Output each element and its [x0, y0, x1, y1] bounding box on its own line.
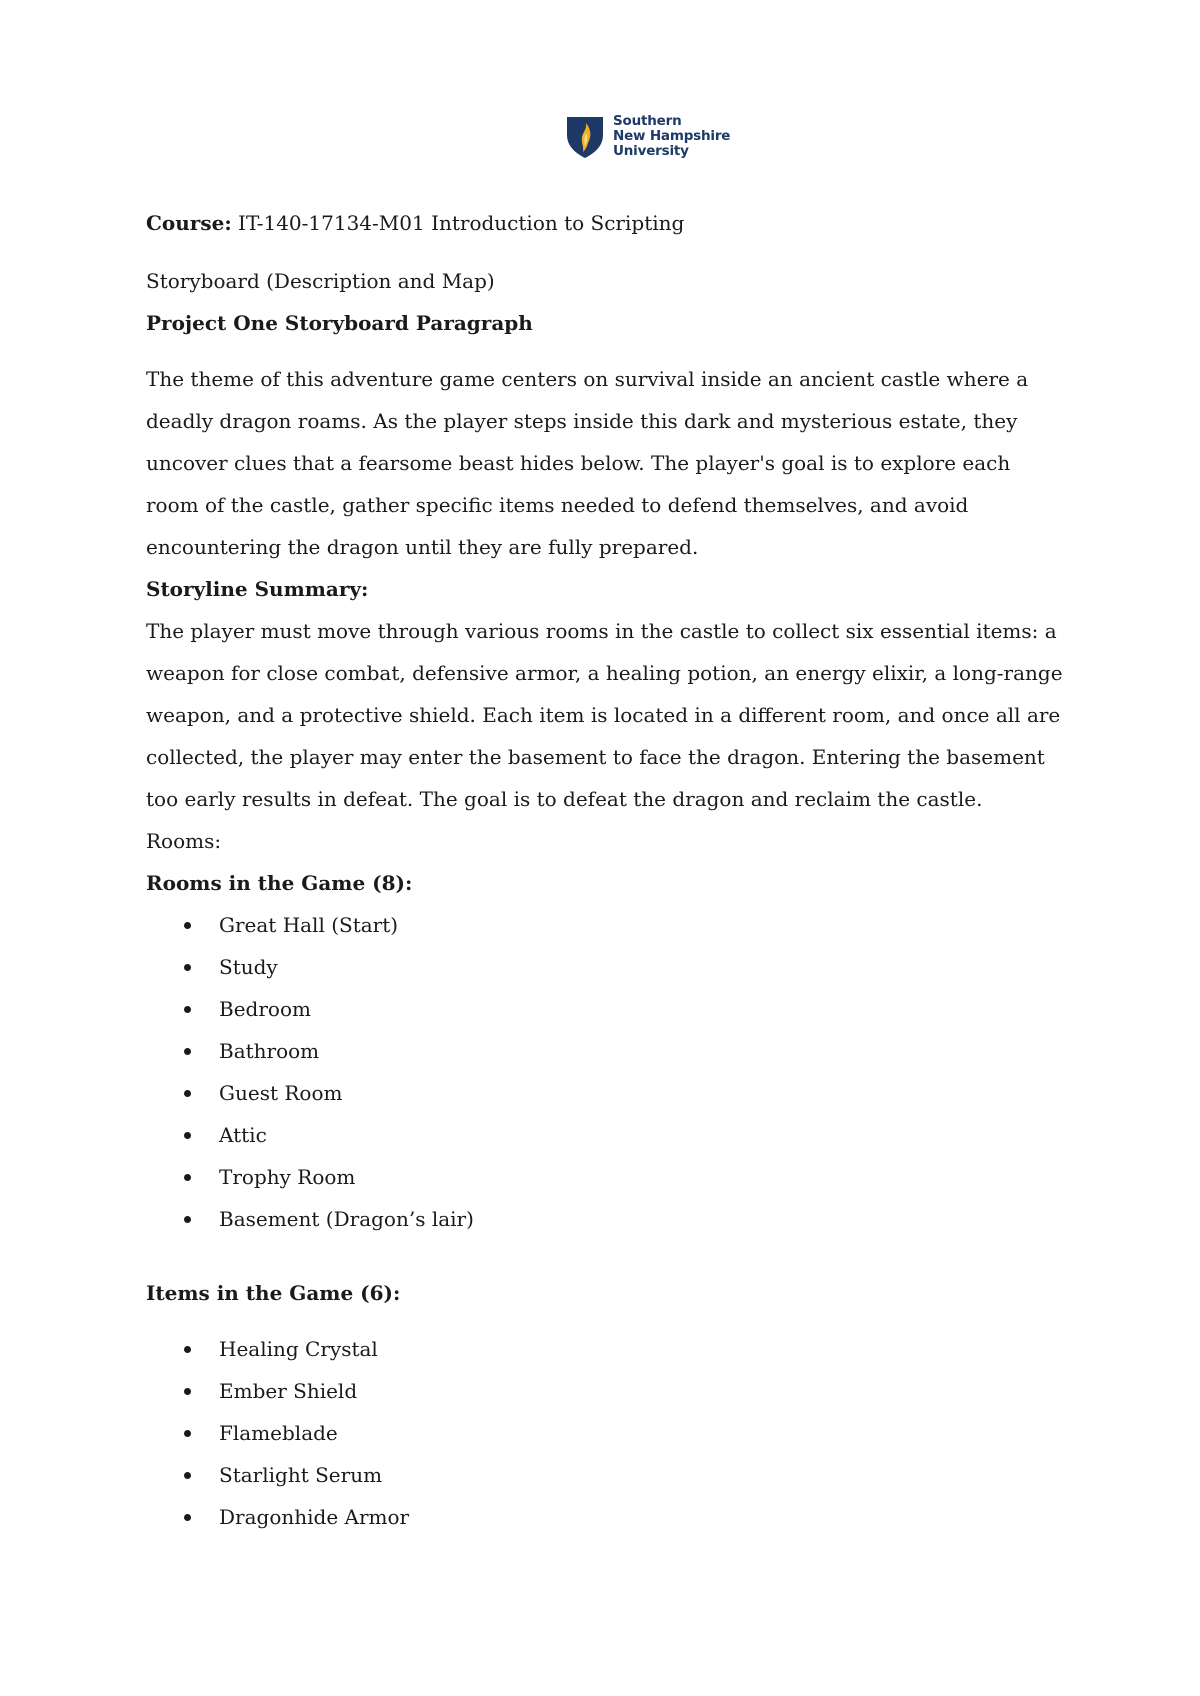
- document-subtitle: Storyboard (Description and Map): [146, 269, 495, 293]
- summary-paragraph: The player must move through various rooms in the castle to collect six essential items: a weapon for close combat, defensive armor, a healing potion, an energy elixir, a long-range weapon, and a protective shield. Each item is located in a different room, and once all are collected, the player may enter the basement to face the dragon. Entering the basement too early results in defeat. The goal is to defeat the dragon and reclaim the castle.: [146, 619, 1063, 811]
- storyboard-heading: Project One Storyboard Paragraph: [146, 311, 533, 335]
- document-body: [146, 202, 1066, 1538]
- logo-line-3: University: [613, 143, 689, 159]
- logo-line-2: New Hampshire: [613, 128, 731, 144]
- list-item: Study: [146, 946, 1066, 988]
- snhu-shield-flame-icon: [565, 115, 605, 159]
- logo-wordmark: [613, 114, 730, 159]
- course-label: Course:: [146, 211, 232, 235]
- list-item: Bathroom: [146, 1030, 1066, 1072]
- list-item: Guest Room: [146, 1072, 1066, 1114]
- list-item: Trophy Room: [146, 1156, 1066, 1198]
- list-item: Great Hall (Start): [146, 904, 1066, 946]
- list-item: Attic: [146, 1114, 1066, 1156]
- rooms-list: [146, 904, 1066, 1240]
- rooms-heading: Rooms in the Game (8):: [146, 871, 413, 895]
- items-list: [146, 1328, 1066, 1538]
- list-item: Bedroom: [146, 988, 1066, 1030]
- university-logo: [565, 114, 730, 159]
- list-item: Dragonhide Armor: [146, 1496, 1066, 1538]
- storyboard-paragraph: The theme of this adventure game centers on survival inside an ancient castle where a deadly dragon roams. As the player steps inside this dark and mysterious estate, they uncover clues that a fearsome beast hides below. The player's goal is to explore each room of the castle, gather specific items needed to defend themselves, and avoid encountering the dragon until they are fully prepared.: [146, 367, 1029, 559]
- logo-line-1: Southern: [613, 113, 682, 129]
- rooms-label: Rooms:: [146, 829, 222, 853]
- course-value: IT-140-17134-M01 Introduction to Scripting: [231, 211, 685, 235]
- summary-heading: Storyline Summary:: [146, 577, 369, 601]
- list-item: Ember Shield: [146, 1370, 1066, 1412]
- items-heading: Items in the Game (6):: [146, 1281, 401, 1305]
- list-item: Healing Crystal: [146, 1328, 1066, 1370]
- list-item: Starlight Serum: [146, 1454, 1066, 1496]
- list-item: Basement (Dragon’s lair): [146, 1198, 1066, 1240]
- course-line: [146, 202, 1066, 244]
- list-item: Flameblade: [146, 1412, 1066, 1454]
